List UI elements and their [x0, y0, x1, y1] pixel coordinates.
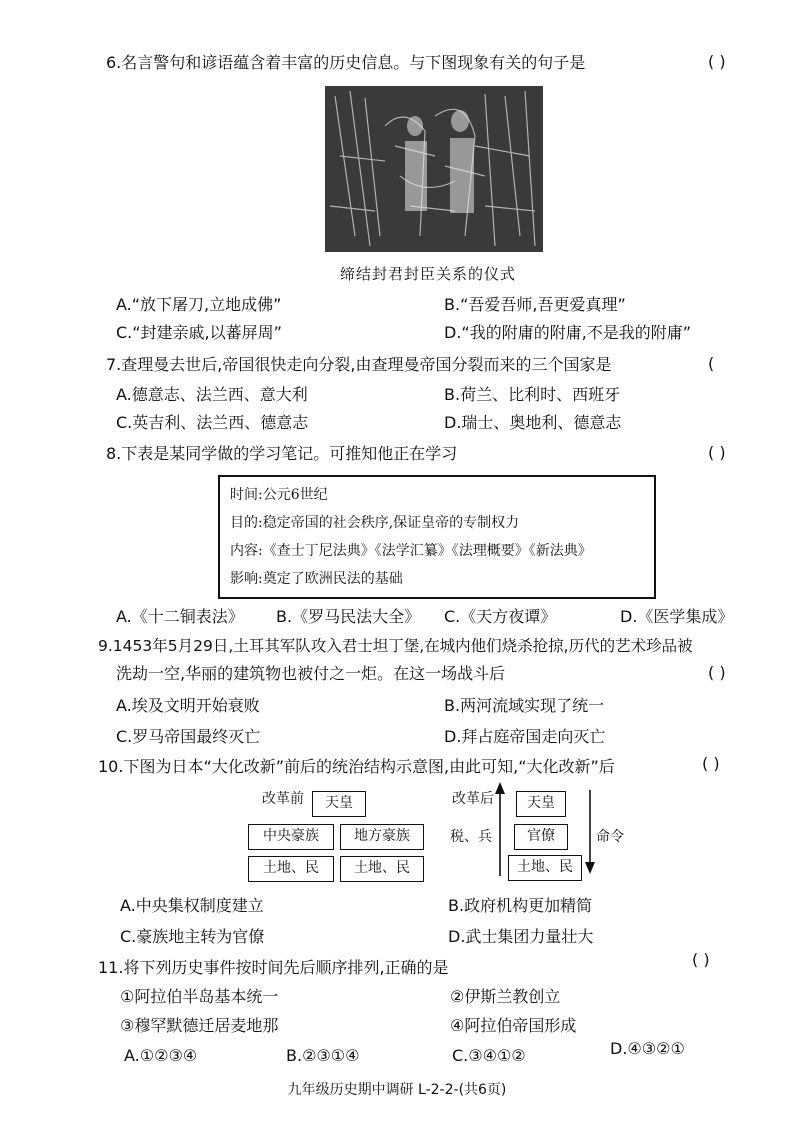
- q9-option-c: C.罗马帝国最终灭亡: [116, 727, 261, 746]
- q10-paren: ( ): [702, 754, 720, 773]
- q10-option-c: C.豪族地主转为官僚: [120, 927, 265, 946]
- q9-stem-line1: 9.1453年5月29日,土耳其军队攻入君士坦丁堡,在城内他们烧杀抢掠,历代的艺术珍品被: [98, 637, 693, 655]
- q9-option-d: D.拜占庭帝国走向灭亡: [444, 727, 606, 746]
- q11-option-c: C.③④①②: [452, 1046, 526, 1065]
- q11-option-a: A.①②③④: [124, 1046, 198, 1065]
- before-emperor-box: 天皇: [312, 791, 366, 817]
- q9-option-a: A.埃及文明开始衰败: [116, 696, 260, 715]
- q8-option-c: C.《天方夜谭》: [444, 607, 557, 626]
- note-content: 内容:《查士丁尼法典》《法学汇纂》《法理概要》《新法典》: [230, 543, 592, 559]
- after-land-people-box: 土地、民: [508, 855, 582, 881]
- q6-option-c: C.“封建亲戚,以蕃屏周”: [116, 323, 282, 342]
- feudal-ceremony-image: [325, 86, 543, 252]
- q8-option-b: B.《罗马民法大全》: [276, 607, 421, 626]
- q6-option-a: A.“放下屠刀,立地成佛”: [116, 295, 282, 314]
- q7-option-d: D.瑞士、奥地利、德意志: [444, 413, 622, 432]
- local-land-people-box: 土地、民: [340, 856, 424, 882]
- q7-paren: (: [708, 354, 715, 373]
- q7-option-c: C.英吉利、法兰西、德意志: [116, 413, 309, 432]
- figure-caption: 缔结封君封臣关系的仪式: [340, 265, 517, 283]
- q10-stem: 10.下图为日本“大化改新”前后的统治结构示意图,由此可知,“大化改新”后: [98, 757, 615, 776]
- order-label: 命令: [596, 829, 624, 845]
- officials-box: 官僚: [514, 824, 568, 850]
- q9-option-b: B.两河流域实现了统一: [444, 696, 605, 715]
- diagram-arrows: [488, 780, 598, 880]
- q10-option-d: D.武士集团力量壮大: [448, 927, 594, 946]
- q6-stem: 6.名言警句和谚语蕴含着丰富的历史信息。与下图现象有关的句子是: [106, 53, 586, 72]
- q6-option-d: D.“我的附庸的附庸,不是我的附庸”: [444, 323, 692, 342]
- before-reform-label: 改革前: [262, 791, 304, 807]
- q8-option-a: A.《十二铜表法》: [116, 607, 244, 626]
- after-reform-label: 改革后: [452, 791, 494, 807]
- upward-arrow-head: [495, 782, 505, 794]
- q11-option-b: B.②③①④: [286, 1046, 360, 1065]
- page-footer: 九年级历史期中调研 L-2-2-(共6页): [287, 1082, 507, 1098]
- q9-paren: ( ): [708, 663, 726, 682]
- central-land-people-box: 土地、民: [248, 856, 334, 882]
- q7-option-b: B.荷兰、比利时、西班牙: [444, 385, 621, 404]
- central-gentry-box: 中央豪族: [248, 824, 334, 850]
- q11-event-1: ①阿拉伯半岛基本统一: [120, 987, 279, 1006]
- local-gentry-box: 地方豪族: [340, 824, 424, 850]
- q11-stem: 11.将下列历史事件按时间先后顺序排列,正确的是: [98, 958, 449, 977]
- q7-option-a: A.德意志、法兰西、意大利: [116, 385, 308, 404]
- q11-option-d: D.④③②①: [610, 1039, 685, 1058]
- study-notes-box: [218, 475, 656, 599]
- tax-soldier-label: 税、兵: [450, 829, 492, 845]
- note-purpose: 目的:稳定帝国的社会秩序,保证皇帝的专制权力: [230, 515, 520, 531]
- q6-option-b: B.“吾爱吾师,吾更爱真理”: [444, 295, 626, 314]
- q6-paren: ( ): [708, 52, 726, 71]
- q8-paren: ( ): [708, 443, 726, 462]
- q10-option-a: A.中央集权制度建立: [120, 896, 264, 915]
- q11-event-3: ③穆罕默德迁居麦地那: [120, 1016, 279, 1035]
- q11-event-2: ②伊斯兰教创立: [450, 987, 561, 1006]
- q9-stem-line2: 洗劫一空,华丽的建筑物也被付之一炬。在这一场战斗后: [116, 664, 506, 683]
- after-emperor-box: 天皇: [516, 791, 566, 817]
- note-impact: 影响:奠定了欧洲民法的基础: [230, 571, 403, 587]
- q8-stem: 8.下表是某同学做的学习笔记。可推知他正在学习: [106, 444, 458, 463]
- feudal-ceremony-illustration: [325, 86, 543, 252]
- downward-arrow-head: [585, 862, 595, 874]
- q11-event-4: ④阿拉伯帝国形成: [450, 1016, 577, 1035]
- note-time: 时间:公元6世纪: [230, 487, 328, 503]
- q11-paren: ( ): [692, 950, 710, 969]
- q10-option-b: B.政府机构更加精简: [448, 896, 593, 915]
- q7-stem: 7.查理曼去世后,帝国很快走向分裂,由查理曼帝国分裂而来的三个国家是: [106, 355, 612, 374]
- q8-option-d: D.《医学集成》: [620, 607, 734, 626]
